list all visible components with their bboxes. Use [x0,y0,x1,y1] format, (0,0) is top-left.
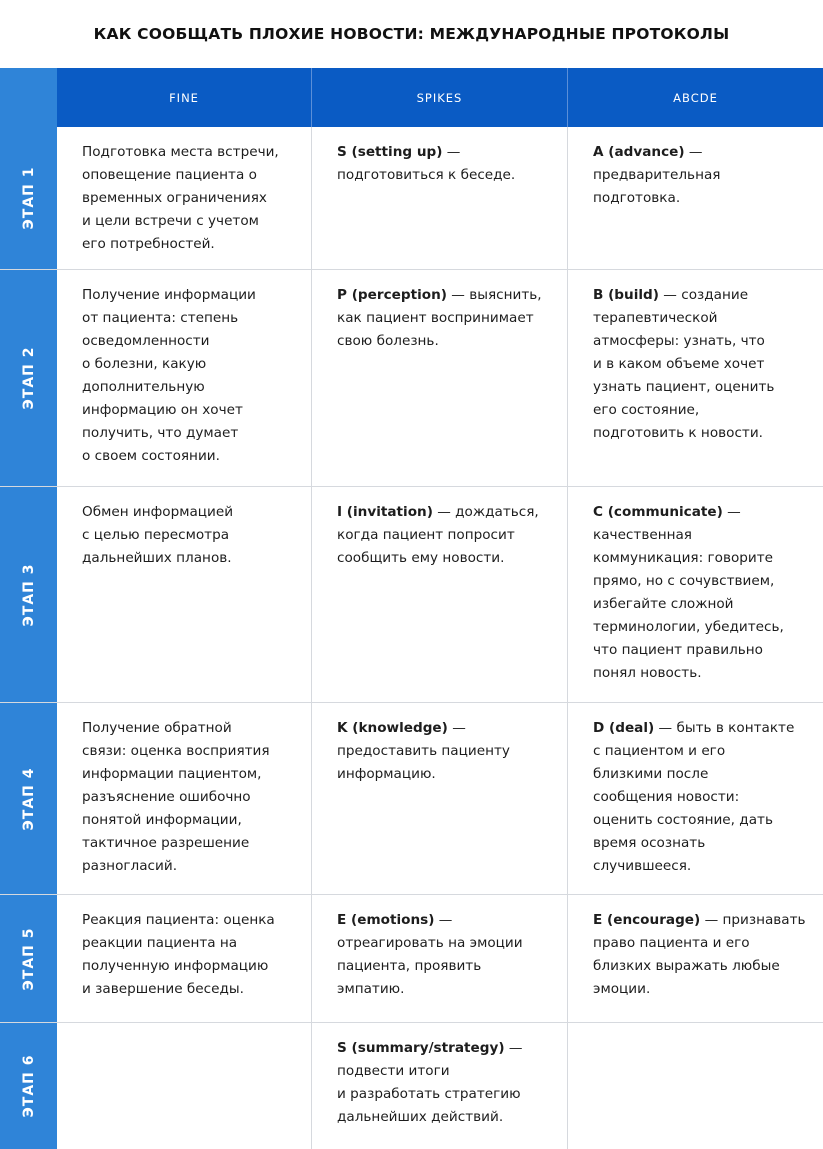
cell-line: связи: оценка восприятия [82,743,270,759]
protocol-term: E (emotions) [337,912,435,928]
cell-line: разъяснение ошибочно [82,789,251,805]
cell-fine [57,127,312,269]
cell-fine [57,270,312,486]
cell-line: дальнейших действий. [337,1109,504,1125]
stage-label-text: ЭТАП 6 [20,1054,37,1118]
column-header-fine: FINE [57,68,312,127]
protocol-term: C (communicate) [593,504,723,520]
cell-line: эмоции. [593,981,651,997]
cell-line: реакции пациента на [82,935,238,951]
cell-line: и в каком объеме хочет [593,356,765,372]
cell-line [337,909,553,932]
page-title: КАК СООБЩАТЬ ПЛОХИЕ НОВОСТИ: МЕЖДУНАРОДНЫЕ ПРОТОКОЛЫ [93,25,730,43]
cell-line: когда пациент попросит [337,527,515,543]
cell-line: близкими после [593,766,709,782]
cell-line [337,501,553,524]
cell-line: понятой информации, [82,812,242,828]
stage-label [0,703,57,894]
cell-line: подготовка. [593,190,681,206]
stage-label [0,270,57,486]
cell-line: время осознать [593,835,706,851]
stage-label [0,127,57,269]
table-row [0,487,823,703]
table-header [57,68,823,127]
cell-abcde [568,127,823,269]
cell-line [337,717,553,740]
cell-line: Обмен информацией [82,504,234,520]
cell-line: информацию. [337,766,436,782]
table-row [0,270,823,487]
cell-abcde [568,703,823,894]
stage-label [0,1023,57,1149]
protocol-term: S (setting up) [337,144,443,160]
stage-label-text: ЭТАП 2 [20,346,37,410]
cell-line: с целью пересмотра [82,527,230,543]
cell-line: качественная [593,527,692,543]
cell-abcde [568,487,823,702]
cell-line: разногласий. [82,858,178,874]
stage-label-text: ЭТАП 1 [20,166,37,230]
cell-line [593,284,809,307]
cell-line: прямо, но с сочувствием, [593,573,775,589]
cell-line: с пациентом и его [593,743,726,759]
stage-label-text: ЭТАП 5 [20,927,37,990]
cell-line: дополнительную [82,379,205,395]
protocol-term: E (encourage) [593,912,701,928]
cell-spikes [312,270,568,486]
cell-line: его потребностей. [82,236,215,252]
cell-abcde [568,895,823,1022]
protocol-term: K (knowledge) [337,720,448,736]
table-row [0,895,823,1023]
cell-line: временных ограничениях [82,190,267,206]
cell-line: осведомленности [82,333,210,349]
term-suffix: — быть в контакте [654,720,795,736]
cell-line: эмпатию. [337,981,405,997]
cell-fine [57,487,312,702]
cell-line: сообщения новости: [593,789,740,805]
term-suffix: — [684,144,703,160]
cell-spikes [312,127,568,269]
cell-spikes [312,703,568,894]
cell-spikes [312,895,568,1022]
cell-line: пациента, проявить [337,958,482,974]
protocol-term: I (invitation) [337,504,433,520]
table-row [0,1023,823,1149]
protocol-term: A (advance) [593,144,685,160]
cell-line: от пациента: степень [82,310,239,326]
cell-line: близких выражать любые [593,958,780,974]
cell-line: узнать пациент, оценить [593,379,775,395]
cell-line: и разработать стратегию [337,1086,521,1102]
cell-line: понял новость. [593,665,702,681]
cell-spikes [312,487,568,702]
cell-line: подвести итоги [337,1063,450,1079]
cell-line: о своем состоянии. [82,448,220,464]
cell-line: полученную информацию [82,958,269,974]
cell-line: Подготовка места встречи, [82,144,279,160]
cell-line: право пациента и его [593,935,750,951]
cell-line: информацию он хочет [82,402,243,418]
cell-line: подготовиться к беседе. [337,167,516,183]
cell-line: избегайте сложной [593,596,734,612]
term-suffix: — [434,912,453,928]
cell-line: коммуникация: говорите [593,550,774,566]
cell-fine [57,1023,312,1149]
cell-line: отреагировать на эмоции [337,935,523,951]
protocol-term: S (summary/strategy) [337,1040,505,1056]
term-suffix: — [447,720,466,736]
column-header-abcde: ABCDE [673,90,718,105]
cell-line [593,141,809,164]
cell-line: предварительная [593,167,721,183]
protocol-term: D (deal) [593,720,655,736]
term-suffix: — [504,1040,523,1056]
term-suffix: — [442,144,461,160]
table-row [0,703,823,895]
cell-line: сообщить ему новости. [337,550,505,566]
cell-spikes [312,1023,568,1149]
cell-line: терапевтической [593,310,718,326]
cell-line [337,1037,553,1060]
cell-line: о болезни, какую [82,356,207,372]
cell-line: что пациент правильно [593,642,763,658]
cell-line: и завершение беседы. [82,981,244,997]
stage-label [0,895,57,1022]
cell-line [337,141,553,164]
cell-line: дальнейших планов. [82,550,232,566]
cell-line [593,909,809,932]
cell-line: как пациент воспринимает [337,310,534,326]
cell-line: Получение информации [82,287,256,303]
cell-line: и цели встречи с учетом [82,213,259,229]
term-suffix: — дождаться, [432,504,539,520]
cell-abcde [568,1023,823,1149]
cell-line [593,501,809,524]
term-suffix: — [722,504,741,520]
cell-line: предоставить пациенту [337,743,510,759]
cell-line: терминологии, убедитесь, [593,619,784,635]
cell-line: получить, что думает [82,425,239,441]
stage-label-text: ЭТАП 3 [20,563,37,626]
cell-fine [57,703,312,894]
term-suffix: — признавать [700,912,806,928]
cell-line: информации пациентом, [82,766,262,782]
protocol-term: B (build) [593,287,659,303]
cell-fine [57,895,312,1022]
cell-line [593,717,809,740]
cell-line: подготовить к новости. [593,425,764,441]
cell-line: атмосферы: узнать, что [593,333,765,349]
cell-abcde [568,270,823,486]
table-row [0,127,823,270]
cell-line [337,284,553,307]
stage-label [0,487,57,702]
protocol-term: P (perception) [337,287,447,303]
cell-line: свою болезнь. [337,333,439,349]
stage-label-text: ЭТАП 4 [20,767,37,830]
term-suffix: — выяснить, [446,287,542,303]
cell-line: случившееся. [593,858,692,874]
cell-line: тактичное разрешение [82,835,250,851]
column-header-spikes: SPIKES [312,68,568,127]
cell-line: его состояние, [593,402,700,418]
term-suffix: — создание [658,287,749,303]
cell-line: Реакция пациента: оценка [82,912,275,928]
cell-line: оценить состояние, дать [593,812,773,828]
cell-line: Получение обратной [82,720,232,736]
cell-line: оповещение пациента о [82,167,257,183]
